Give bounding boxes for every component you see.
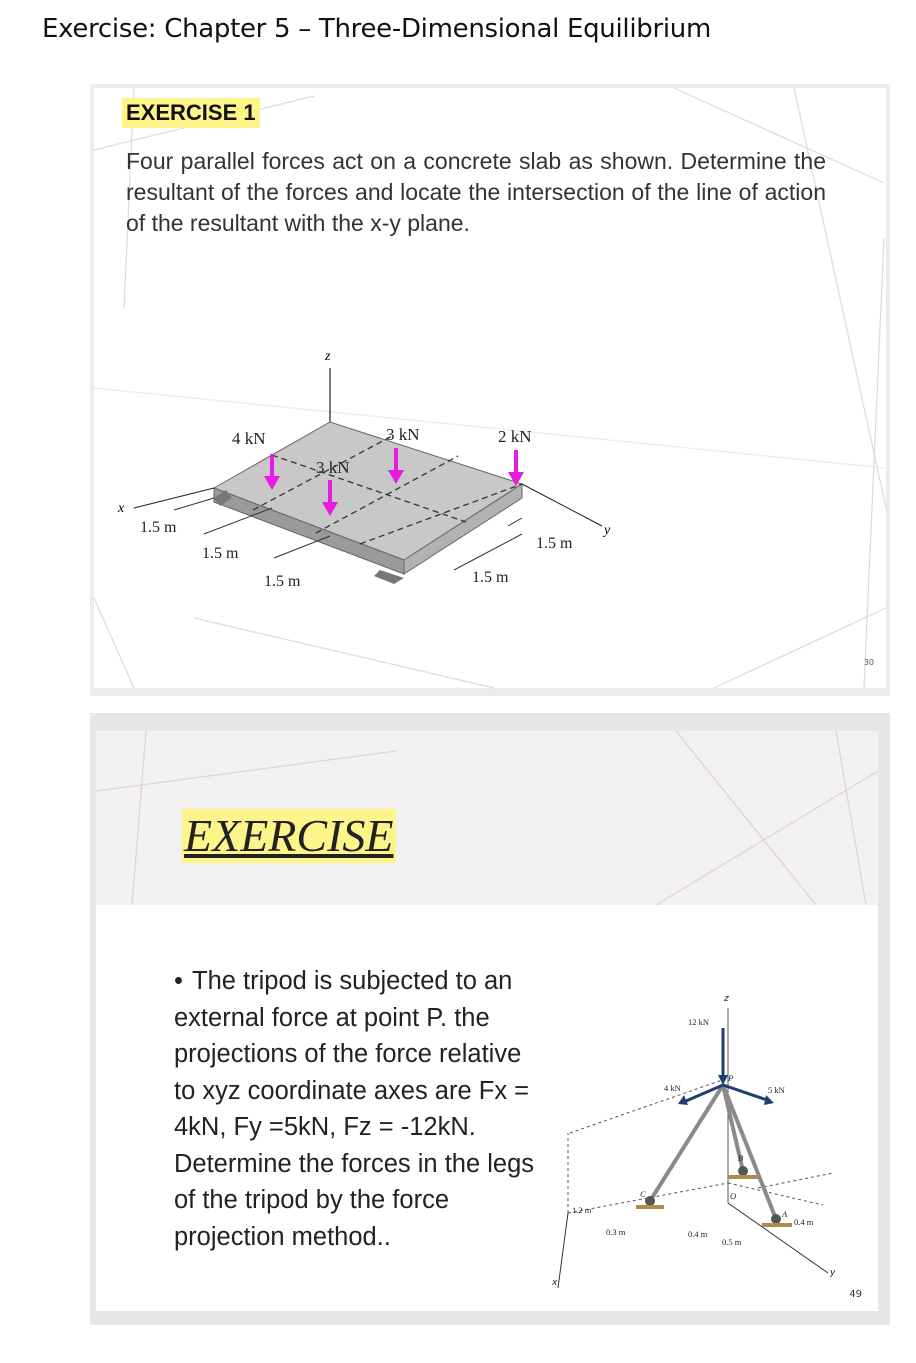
slide-exercise-1 bbox=[90, 84, 890, 696]
text-line: • The tripod is subjected to an bbox=[174, 963, 534, 1000]
slide-exercise-2 bbox=[90, 713, 890, 1325]
exercise-2-heading: EXERCISE bbox=[184, 810, 394, 861]
text-line: projections of the force relative bbox=[174, 1040, 522, 1068]
tripod-point-p: P bbox=[728, 1073, 734, 1083]
force-label-3kn-b: 3 kN bbox=[316, 458, 350, 477]
force-label-3kn-a: 3 kN bbox=[386, 425, 420, 444]
dim-label-5: 1.5 m bbox=[536, 535, 573, 552]
text-line: external force at point P. the bbox=[174, 1003, 490, 1032]
dim-label-4: 1.5 m bbox=[472, 569, 509, 586]
tripod-dim-04a: 0.4 m bbox=[688, 1229, 708, 1239]
tripod-axis-y: y bbox=[830, 1268, 836, 1278]
axis-y-label: y bbox=[604, 523, 611, 538]
exercise-1-heading: EXERCISE 1 bbox=[122, 98, 260, 128]
text-line: 4kN, Fy =5kN, Fz = -12kN. bbox=[174, 1113, 476, 1141]
tripod-figure bbox=[552, 963, 848, 1293]
dim-label-2: 1.5 m bbox=[202, 545, 239, 562]
tripod-dim-03: 0.3 m bbox=[606, 1227, 626, 1237]
text-line: of the tripod by the force bbox=[174, 1186, 449, 1214]
slide-1-content bbox=[94, 88, 886, 688]
tripod-force-5kn: 5 kN bbox=[768, 1085, 785, 1095]
bullet-icon: • bbox=[174, 967, 183, 995]
concrete-slab-figure bbox=[104, 338, 664, 598]
tripod-force-4kn: 4 kN bbox=[664, 1083, 681, 1093]
tripod-dim-05: 0.5 m bbox=[722, 1237, 742, 1247]
tripod-force-12kn: 12 kN bbox=[688, 1017, 710, 1027]
force-label-2kn: 2 kN bbox=[498, 427, 532, 446]
slide-1-number: 30 bbox=[863, 658, 874, 667]
exercise-2-text bbox=[174, 963, 534, 1255]
document-title: Exercise: Chapter 5 – Three-Dimensional Equilibrium bbox=[42, 14, 711, 44]
dim-label-1: 1.5 m bbox=[140, 519, 177, 536]
tripod-axis-x: x bbox=[552, 1278, 558, 1288]
tripod-dim-12: 1.2 m bbox=[572, 1205, 592, 1215]
tripod-point-o: O bbox=[730, 1191, 737, 1201]
slide-2-header bbox=[96, 731, 878, 905]
tripod-point-b: B bbox=[738, 1153, 744, 1163]
text-line: Determine the forces in the legs bbox=[174, 1149, 535, 1178]
tripod-point-a: A bbox=[782, 1209, 788, 1219]
text-line: projection method.. bbox=[174, 1222, 391, 1251]
text-line: to xyz coordinate axes are Fx = bbox=[174, 1076, 530, 1105]
axis-z-label: z bbox=[325, 349, 331, 364]
dim-label-3: 1.5 m bbox=[264, 573, 301, 590]
tripod-dim-04b: 0.4 m bbox=[794, 1217, 814, 1227]
tripod-axis-z: z bbox=[724, 994, 729, 1004]
axis-x-label: x bbox=[118, 501, 125, 516]
slide-2-number: 49 bbox=[849, 1289, 862, 1300]
exercise-1-text: Four parallel forces act on a concrete slab as shown. Determine the resultant of the forces and locate the intersection of the line of action of the resultant with the x-y plane. bbox=[126, 148, 826, 236]
force-label-4kn: 4 kN bbox=[232, 429, 266, 448]
tripod-point-c: C bbox=[640, 1189, 646, 1199]
